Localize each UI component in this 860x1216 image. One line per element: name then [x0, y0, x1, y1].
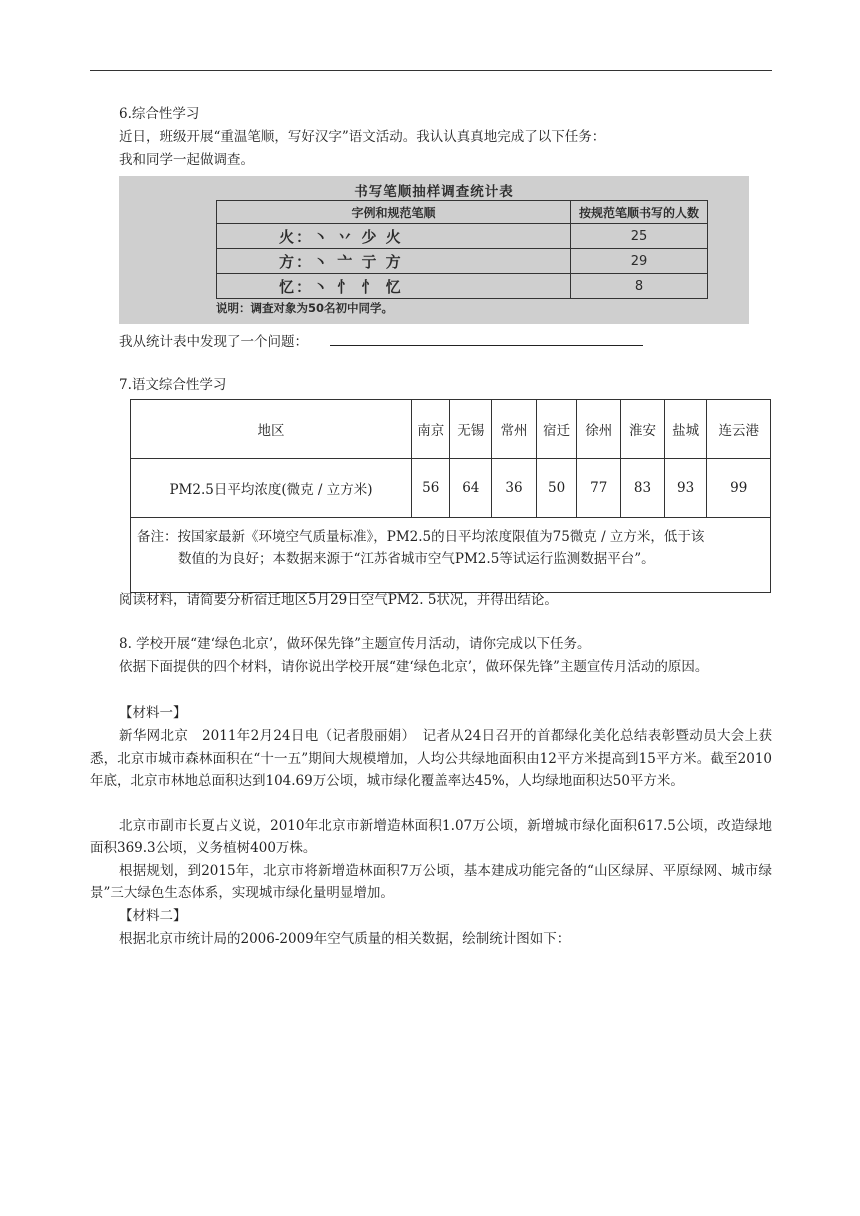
city-cell: 宿迁	[536, 400, 577, 459]
survey-note: 说明：调查对象为50名初中同学。	[216, 301, 394, 315]
value-cell: 64	[450, 459, 492, 518]
city-cell: 南京	[411, 400, 450, 459]
material1-label: 【材料一】	[119, 705, 187, 721]
table-row	[217, 224, 708, 249]
q6-intro: 近日，班级开展“重温笔顺，写好汉字”语文活动。我认认真真地完成了以下任务：	[119, 129, 606, 145]
q7-question: 阅读材料，请简要分析宿迁地区5月29日空气PM2. 5状况，并得出结论。	[119, 592, 558, 608]
note-line-2: 数值的为良好；本数据来源于“江苏省城市空气PM2.5等试运行监测数据平台”。	[178, 551, 655, 567]
header-rule	[90, 70, 772, 71]
city-cell: 徐州	[577, 400, 621, 459]
survey-char-cell: 忆：丶 忄 忄 忆	[217, 274, 571, 299]
value-cell: 36	[492, 459, 537, 518]
q8-instruction: 依据下面提供的四个材料，请你说出学校开展“建‘绿色北京’，做环保先锋”主题宣传月活动的原因。	[119, 659, 709, 675]
table-row	[131, 400, 771, 459]
q6-task: 我和同学一起做调查。	[119, 152, 254, 168]
material1-paragraph-1: 新华网北京 2011年2月24日电（记者殷丽娟） 记者从24日召开的首都绿化美化总结表彰暨动员大会上获悉，北京市城市森林面积在“十一五”期间大规模增加，人均公共绿地面积由12平方米提高到15平方米。截至2010年底，北京市林地总面积达到104.69万公顷，城市绿化覆盖率达45%，人均绿地面积达50平方米。	[90, 728, 772, 789]
city-cell: 常州	[492, 400, 537, 459]
q6-question: 我从统计表中发现了一个问题：	[119, 334, 308, 350]
city-cell: 连云港	[707, 400, 771, 459]
table-row	[131, 459, 771, 518]
table-row	[131, 518, 771, 593]
value-cell: 83	[621, 459, 665, 518]
survey-header-count: 按规范笔顺书写的人数	[571, 201, 708, 224]
survey-char-cell: 火：丶 丷 少 火	[217, 224, 571, 249]
survey-header-char: 字例和规范笔顺	[217, 201, 571, 224]
survey-table-title: 书写笔顺抽样调查统计表	[354, 184, 514, 200]
q7-title: 7.语文综合性学习	[119, 377, 227, 393]
survey-count-cell: 8	[571, 274, 708, 299]
material1-paragraph-3: 根据规划，到2015年，北京市将新增造林面积7万公顷，基本建成功能完备的“山区绿屏、平原绿网、城市绿景”三大绿色生态体系，实现城市绿化量明显增加。	[90, 863, 772, 901]
value-cell: 56	[411, 459, 450, 518]
value-cell: 99	[707, 459, 771, 518]
value-cell: 93	[664, 459, 707, 518]
note-line-1: 备注：按国家最新《环境空气质量标准》，PM2.5的日平均浓度限值为75微克 / 立方米，低于该	[137, 529, 705, 545]
city-cell: 盐城	[664, 400, 707, 459]
city-cell: 淮安	[621, 400, 665, 459]
value-cell: 77	[577, 459, 621, 518]
pm-label-cell: PM2.5日平均浓度(微克 / 立方米)	[131, 459, 412, 518]
note-cell	[131, 518, 771, 593]
material2-label: 【材料二】	[119, 908, 187, 924]
region-header: 地区	[131, 400, 412, 459]
table-row	[217, 249, 708, 274]
survey-count-cell: 25	[571, 224, 708, 249]
survey-table-image	[119, 176, 749, 324]
city-cell: 无锡	[450, 400, 492, 459]
survey-count-cell: 29	[571, 249, 708, 274]
value-cell: 50	[536, 459, 577, 518]
answer-blank-line[interactable]	[330, 345, 643, 346]
q6-title: 6.综合性学习	[119, 106, 200, 122]
survey-table	[216, 200, 708, 299]
table-row	[217, 274, 708, 299]
survey-char-cell: 方：丶 亠 亍 方	[217, 249, 571, 274]
pm25-table	[130, 399, 771, 593]
material1-paragraph-2: 北京市副市长夏占义说，2010年北京市新增造林面积1.07万公顷，新增城市绿化面积617.5公顷，改造绿地面积369.3公顷，义务植树400万株。	[90, 818, 772, 856]
q8-title: 8. 学校开展“建‘绿色北京’，做环保先锋”主题宣传月活动，请你完成以下任务。	[119, 636, 591, 652]
material2-paragraph-1: 根据北京市统计局的2006-2009年空气质量的相关数据，绘制统计图如下：	[119, 931, 571, 947]
